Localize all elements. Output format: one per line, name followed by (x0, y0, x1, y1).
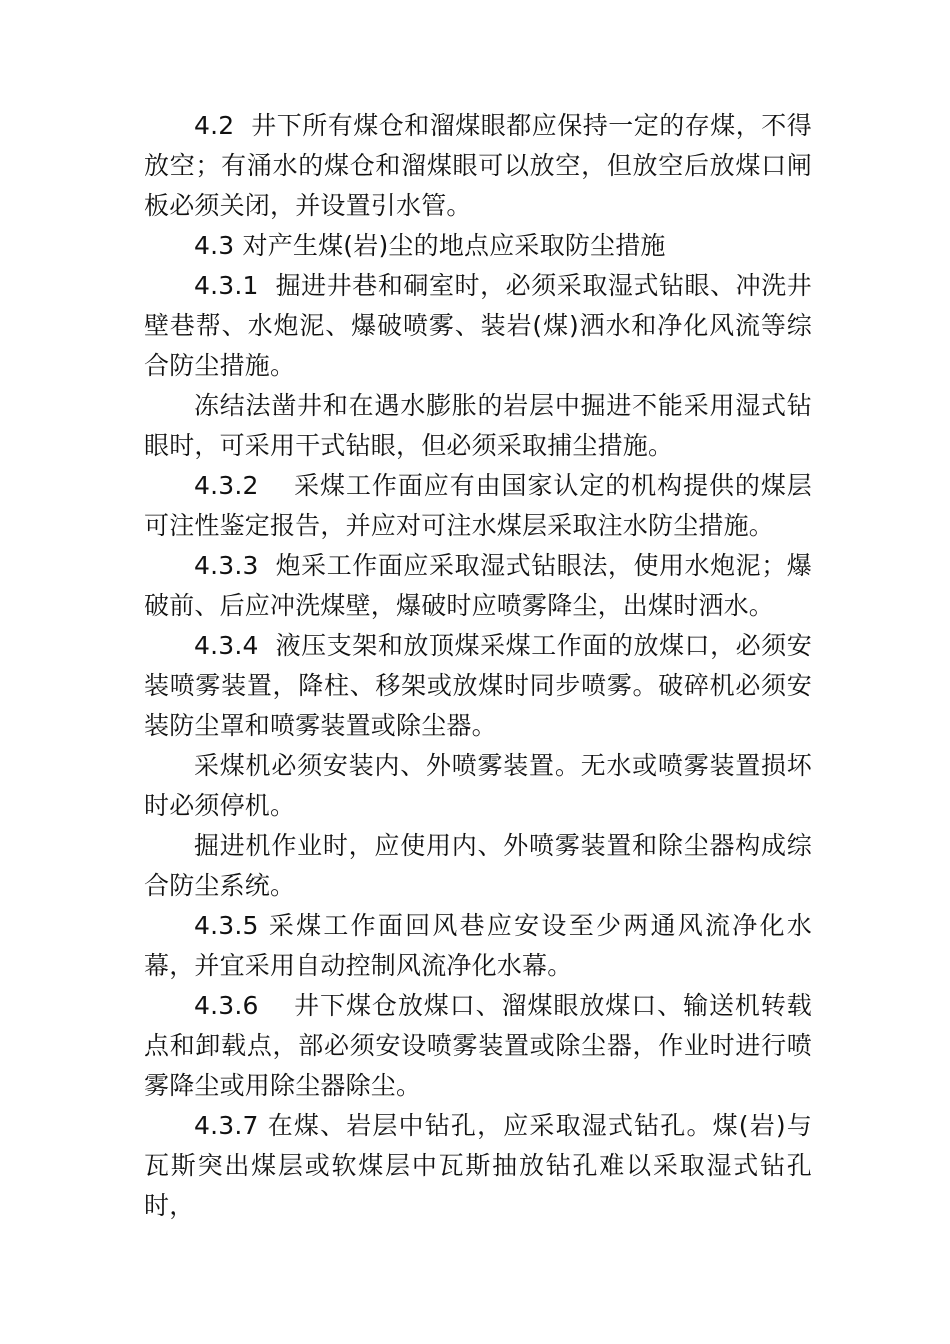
paragraph-4-3-1: 4.3.1 掘进井巷和硐室时，必须采取湿式钻眼、冲洗井壁巷帮、水炮泥、爆破喷雾、装岩(煤)洒水和净化风流等综合防尘措施。 (144, 271, 812, 380)
document-page (144, 106, 812, 1226)
paragraph-4-3-4: 4.3.4 液压支架和放顶煤采煤工作面的放煤口，必须安装喷雾装置，降柱、移架或放煤时同步喷雾。破碎机必须安装防尘罩和喷雾装置或除尘器。 (144, 631, 812, 740)
paragraph-4-3: 4.3 对产生煤(岩)尘的地点应采取防尘措施 (194, 231, 666, 260)
paragraph-4-3-3: 4.3.3 炮采工作面应采取湿式钻眼法，使用水炮泥；爆破前、后应冲洗煤壁，爆破时应喷雾降尘，出煤时洒水。 (144, 551, 812, 620)
paragraph-freeze-shaft: 冻结法凿井和在遇水膨胀的岩层中掘进不能采用湿式钻眼时，可采用干式钻眼，但必须采取捕尘措施。 (144, 391, 812, 460)
paragraph-4-3-2: 4.3.2 采煤工作面应有由国家认定的机构提供的煤层可注性鉴定报告，并应对可注水煤层采取注水防尘措施。 (144, 471, 812, 540)
paragraph-4-3-7: 4.3.7 在煤、岩层中钻孔，应采取湿式钻孔。煤(岩)与瓦斯突出煤层或软煤层中瓦斯抽放钻孔难以采取湿式钻孔时， (144, 1111, 812, 1220)
paragraph-4-3-5: 4.3.5 采煤工作面回风巷应安设至少两通风流净化水幕，并宜采用自动控制风流净化水幕。 (144, 911, 812, 980)
paragraph-4-2: 4.2 井下所有煤仓和溜煤眼都应保持一定的存煤，不得放空；有涌水的煤仓和溜煤眼可以放空，但放空后放煤口闸板必须关闭，并设置引水管。 (144, 111, 812, 220)
paragraph-shearer: 采煤机必须安装内、外喷雾装置。无水或喷雾装置损坏时必须停机。 (144, 751, 812, 820)
paragraph-4-3-6: 4.3.6 井下煤仓放煤口、溜煤眼放煤口、输送机转载点和卸载点，部必须安设喷雾装置或除尘器，作业时进行喷雾降尘或用除尘器除尘。 (144, 991, 812, 1100)
paragraph-roadheader: 掘进机作业时，应使用内、外喷雾装置和除尘器构成综合防尘系统。 (144, 831, 812, 900)
